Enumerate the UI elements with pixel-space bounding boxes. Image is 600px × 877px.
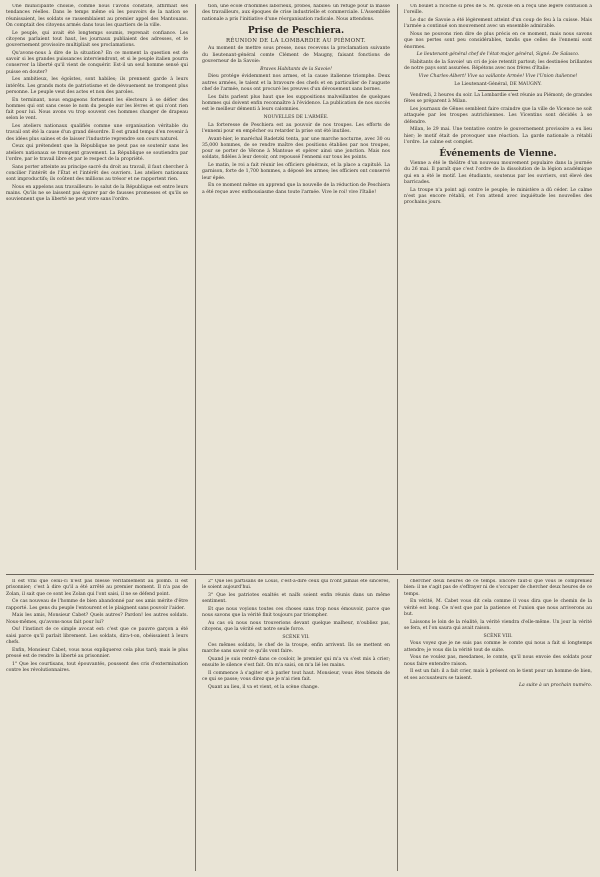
paragraph: Quand je suis rentré dans ce couloir, le premier qui m'a vu s'est mis à crier; ensuite le silence s'est fait. On m'a saisi, on m'a lié les mains. <box>202 656 390 668</box>
bottom-column-right <box>404 579 592 871</box>
paragraph: Quant au lieu, il va et vient, et la scène change. <box>208 684 319 690</box>
paragraph: Ces mêmes soldats, le chef de la troupe, enfin arrivent. Ils se mettent en marche sans savoir ce qu'ils vont faire. <box>202 642 390 654</box>
paragraph: Les ambitieux, les égoïstes, sont habiles; ils prennent garde à leurs intérêts. Les grands mots de patriotisme et de dévouement ne trompent plus personne. Le peuple veut des actes et non des paroles. <box>6 77 188 95</box>
acclamation: Vive Charles-Albert! Vive sa vaillante Armée! Vive l'Union italienne! <box>418 74 578 79</box>
paragraph: Une municipalité choisie, comme nous l'avons constaté, affirmait ses tendances réelles. Dans le temps même où les pouvoirs de la nation se réunissaient, les soldats se rassemblaient au premier appel des Mantouans. On comptait des citoyens armés dans tous les quartiers de la ville. <box>6 4 188 28</box>
scene-heading: SCÈNE VII. <box>282 635 310 640</box>
paragraph: Il est vrai que celui-ci n'est pas blessé véritablement au plomb. Il est prisonnier; c'est à dire qu'il a été arrêté au premier moment. Il n'a pas de Zolan, il sait que ce sont les Zolan qui l'ont saisi, il ne se défend point. <box>6 579 188 597</box>
paragraph: 2° Que les partisans de Louis, c'est-à-dire ceux qui n'ont jamais été sincères, le soient aujourd'hui. <box>202 579 390 591</box>
paragraph: Laissons le loin de la réalité, la vérité viendra d'elle-même. Un jour la vérité se fera, et l'on saura qui avait raison. <box>404 619 592 631</box>
paragraph: En vérité, M. Cabet vous dit cela comme il vous dira que le chemin de la vérité est long. Ce n'est que par la patience et l'union que nous arriverons au but. <box>404 599 592 617</box>
paragraph: Les ateliers nationaux qualifiés comme une organisation véritable du travail ont été la cause d'un grand désordre. Il est grand temps d'en revenir à des idées plus saines et de laisser l'industrie reprendre son cours naturel. <box>6 124 188 142</box>
paragraph: Un boulet a ricoché si près de S. M. qu'elle en a reçu une légère contusion à l'oreille. <box>404 4 592 16</box>
paragraph: chercher deux heures de ce temps. Encore faut-il que vous le compreniez bien: il ne s'agit pas de s'effrayer ni de s'occuper de chercher deux heures de ce temps. <box>404 579 592 597</box>
separator <box>478 90 518 91</box>
paragraph: Milan, le 29 mai. Une tentative contre le gouvernement provisoire a eu lieu hier; le motif était de provoquer une réaction. La garde nationale a rétabli l'ordre. Le calme est complet. <box>404 127 592 145</box>
column-right <box>404 4 592 570</box>
paragraph: Nous en appelons aux travailleurs: le salut de la République est entre leurs mains. Qu'ils ne se laissent pas égarer par de fausses promesses et qu'ils se souviennent que la liberté ne peut vivre sans l'ordre. <box>6 184 188 203</box>
signature-line: Le Lieutenant-Général, DE MAUGNY. <box>454 81 542 87</box>
paragraph: Vous ne voulez pas, mesdames, le comte, qu'il nous envoie des soldats pour nous faire entendre raison. <box>404 655 592 667</box>
paragraph: Le matin, le roi a fait réunir les officiers généraux, et la place a capitulé. La garnison, forte de 1,700 hommes, a déposé les armes; les officiers ont conservé leur épée. <box>202 163 390 181</box>
paragraph: Nous ne pouvons rien dire de plus précis en ce moment, mais nous savons que nos pertes sont peu considérables, tandis que celles de l'ennemi sont énormes. <box>404 32 592 50</box>
signature-line: Le lieutenant-général chef de l'état-major général, Signé: De Salasco. <box>416 52 580 58</box>
column-divider <box>397 579 398 871</box>
paragraph: Au cas où nous nous trouverions devant quelque malheur, n'oubliez pas, citoyens, que la vérité est notre seule force. <box>202 621 390 633</box>
paragraph: La troupe n'a point agi contre le peuple; le ministère a dû céder. Le calme n'est pas encore rétabli, et l'on attend avec inquiétude les nouvelles des prochains jours. <box>404 187 592 205</box>
section-heading: NOUVELLES DE L'ARMÉE. <box>263 114 329 120</box>
feuilleton-rule <box>6 574 594 575</box>
paragraph: 3° Que les patriotes exaltés et naïfs soient enfin réunis dans un même sentiment. <box>202 593 390 605</box>
salutation: Braves Habitants de la Savoie! <box>260 66 332 72</box>
article-title: Prise de Peschiera. <box>247 25 345 36</box>
paragraph: Enfin, Monsieur Cabet, vous nous expliquerez cela plus tard; mais le plus pressé est de rendre la liberté au prisonnier. <box>6 647 188 659</box>
paragraph: Dieu protége évidemment nos armes, et la cause italienne triomphe. Deux autres armées, le talent et la bravoure des chefs et en particulier de l'auguste chef de l'armée, nous ont procuré les preuves d'un dévouement sans bornes. <box>202 74 390 92</box>
paragraph: Il commence à s'agiter et à parler tout haut. Monsieur, vous êtes témoin de ce qui se passe; vous direz que je n'ai rien fait. <box>202 670 390 682</box>
scene-heading: SCÈNE VIII. <box>483 633 513 639</box>
paragraph: 1° Que les courtisans, tout épouvantés, poussent des cris d'extermination contre les révolutionnaires. <box>6 661 188 673</box>
paragraph: Qu'avons-nous à dire de la situation? En ce moment la question est de savoir si les grandes puissances interviendront, et si le peuple italien pourra conserver la liberté qu'il vient de conquérir. Est-il un seul homme sensé qui puisse en douter? <box>6 50 188 75</box>
paragraph: Mais les amis, Monsieur Cabet? Quels autres? Pardon! les autres soldats. Nous-mêmes, qu'avons-nous fait pour lui? <box>6 613 188 625</box>
paragraph: Vienne a été le théâtre d'un nouveau mouvement populaire dans la journée du 26 mai. Il paraît que c'est l'ordre de la dissolution de la légion académique qui en a été le motif. Les étudiants, soutenus par les ouvriers, ont élevé des barricades. <box>404 161 592 185</box>
paragraph: Les faits parlent plus haut que les suppositions malveillantes de quelques hommes qui doivent enfin reconnaître à l'évidence. La publication de nos succès est le meilleur démenti à leurs calomnies. <box>202 94 390 112</box>
paragraph: Les journaux de Gênes semblent faire craindre que la ville de Vicence ne soit attaquée par les troupes autrichiennes. Les Vicentins sont décidés à se défendre. <box>404 107 592 125</box>
paragraph: Avant-hier, le maréchal Radetzki tenta, par une marche nocturne, avec 30 ou 35,000 hommes, de se rendre maître des positions établies par nos troupes, pour se porter de Vérone à Mantoue et opérer ainsi une jonction. Mais nos soldats, fidèles à leur devoir, ont repoussé l'ennemi sur tous les points. <box>202 136 390 161</box>
continuation-note: La suite à un prochain numéro. <box>518 683 592 689</box>
column-center <box>202 4 390 570</box>
paragraph: Et que nous voyions toutes ces choses sans trop nous émouvoir, parce que nous savons que la vérité finit toujours par triompher. <box>202 607 390 619</box>
column-divider <box>195 579 196 871</box>
article-subtitle: RÉUNION DE LA LOMBARDIE AU PIÉMONT. <box>226 37 366 44</box>
column-divider <box>195 4 196 570</box>
paragraph: Ceux qui prétendent que la République ne peut pas se soutenir sans les ateliers nationaux se trompent gravement. La République se soutiendra par l'ordre, par le travail libre et par le respect de la propriété. <box>6 144 188 162</box>
article-title: Événements de Vienne. <box>439 149 557 159</box>
paragraph: En ce moment même on apprend que la nouvelle de la réduction de Peschiera a été reçue avec enthousiasme dans toute l'armée. Vive le roi! vive l'Italie! <box>202 183 390 195</box>
paragraph: Ou! l'instinct de ce simple avocat est: c'est que ce pauvre garçon a été saisi parce qu'il parlait librement. Les soldats, dira-t-on, obéissaient à leurs chefs. <box>6 627 188 645</box>
paragraph: tion, une école d'hommes laborieux, probes, habiles: un refuge pour la masse des travailleurs, aux époques de crise industrielle et commerciale. L'Assemblée nationale a pris l'initiative d'une réorganisation radicale. Nous attendons. <box>202 4 390 22</box>
column-divider <box>397 4 398 570</box>
paragraph: Le peuple, qui avait été longtemps soumis, reprenait confiance. Les citoyens parlaient tout haut, les journaux publiaient des adresses, et le gouvernement provisoire multipliait ses proclamations. <box>6 30 188 48</box>
paragraph: La forteresse de Peschiera est au pouvoir de nos troupes. Les efforts de l'ennemi pour en empêcher ou retarder la prise ont été inutiles. <box>202 122 390 134</box>
paragraph: Sans porter atteinte au principe sacré du droit au travail, il faut chercher à concilier l'intérêt de l'État et l'intérêt des ouvriers. Les ateliers nationaux sont improductifs; ils coûtent des millions au trésor et ne rapportent rien. <box>6 164 188 182</box>
paragraph: Ce cas nouveau de l'homme de bien abandonné par ses amis mérite d'être rapporté. Les gens du peuple l'entourent et le plaignent sans pouvoir l'aider. <box>6 599 188 611</box>
column-left <box>6 4 188 570</box>
paragraph: Le duc de Savoie a été légèrement atteint d'un coup de feu à la cuisse. Mais l'armée a continué son mouvement avec un ensemble admirable. <box>404 18 592 30</box>
bottom-column-left <box>6 579 188 871</box>
bottom-column-center <box>202 579 390 871</box>
paragraph: Au moment de mettre sous presse, nous recevons la proclamation suivante du lieutenant-général comte Clément de Maugny, faisant fonctions de gouverneur de la Savoie: <box>202 46 390 64</box>
paragraph: Il est un fait: il a fait crier, mais à présent on le tient pour un homme de bien, et ses accusateurs se taisent. <box>404 669 592 681</box>
paragraph: En terminant, nous engageons fortement les électeurs à se défier des hommes qui ont sans cesse le nom du peuple sur les lèvres et qui n'ont rien fait pour lui. Nous avons vu trop souvent ces hommes changer de drapeau selon le vent. <box>6 97 188 122</box>
paragraph: Vous voyez que je ne suis pas comme le comte qui nous a fait si longtemps attendre; je vous dis la vérité tout de suite. <box>404 641 592 653</box>
paragraph: Habitants de la Savoie! un cri de joie retentit partout; les destinées brillantes de notre pays sont assurées. Répétons avec nos frères d'Italie: <box>404 60 592 72</box>
paragraph: Vendredi, 2 heures du soir. La Lombardie s'est réunie au Piémont; de grandes fêtes se préparent à Milan. <box>404 93 592 105</box>
